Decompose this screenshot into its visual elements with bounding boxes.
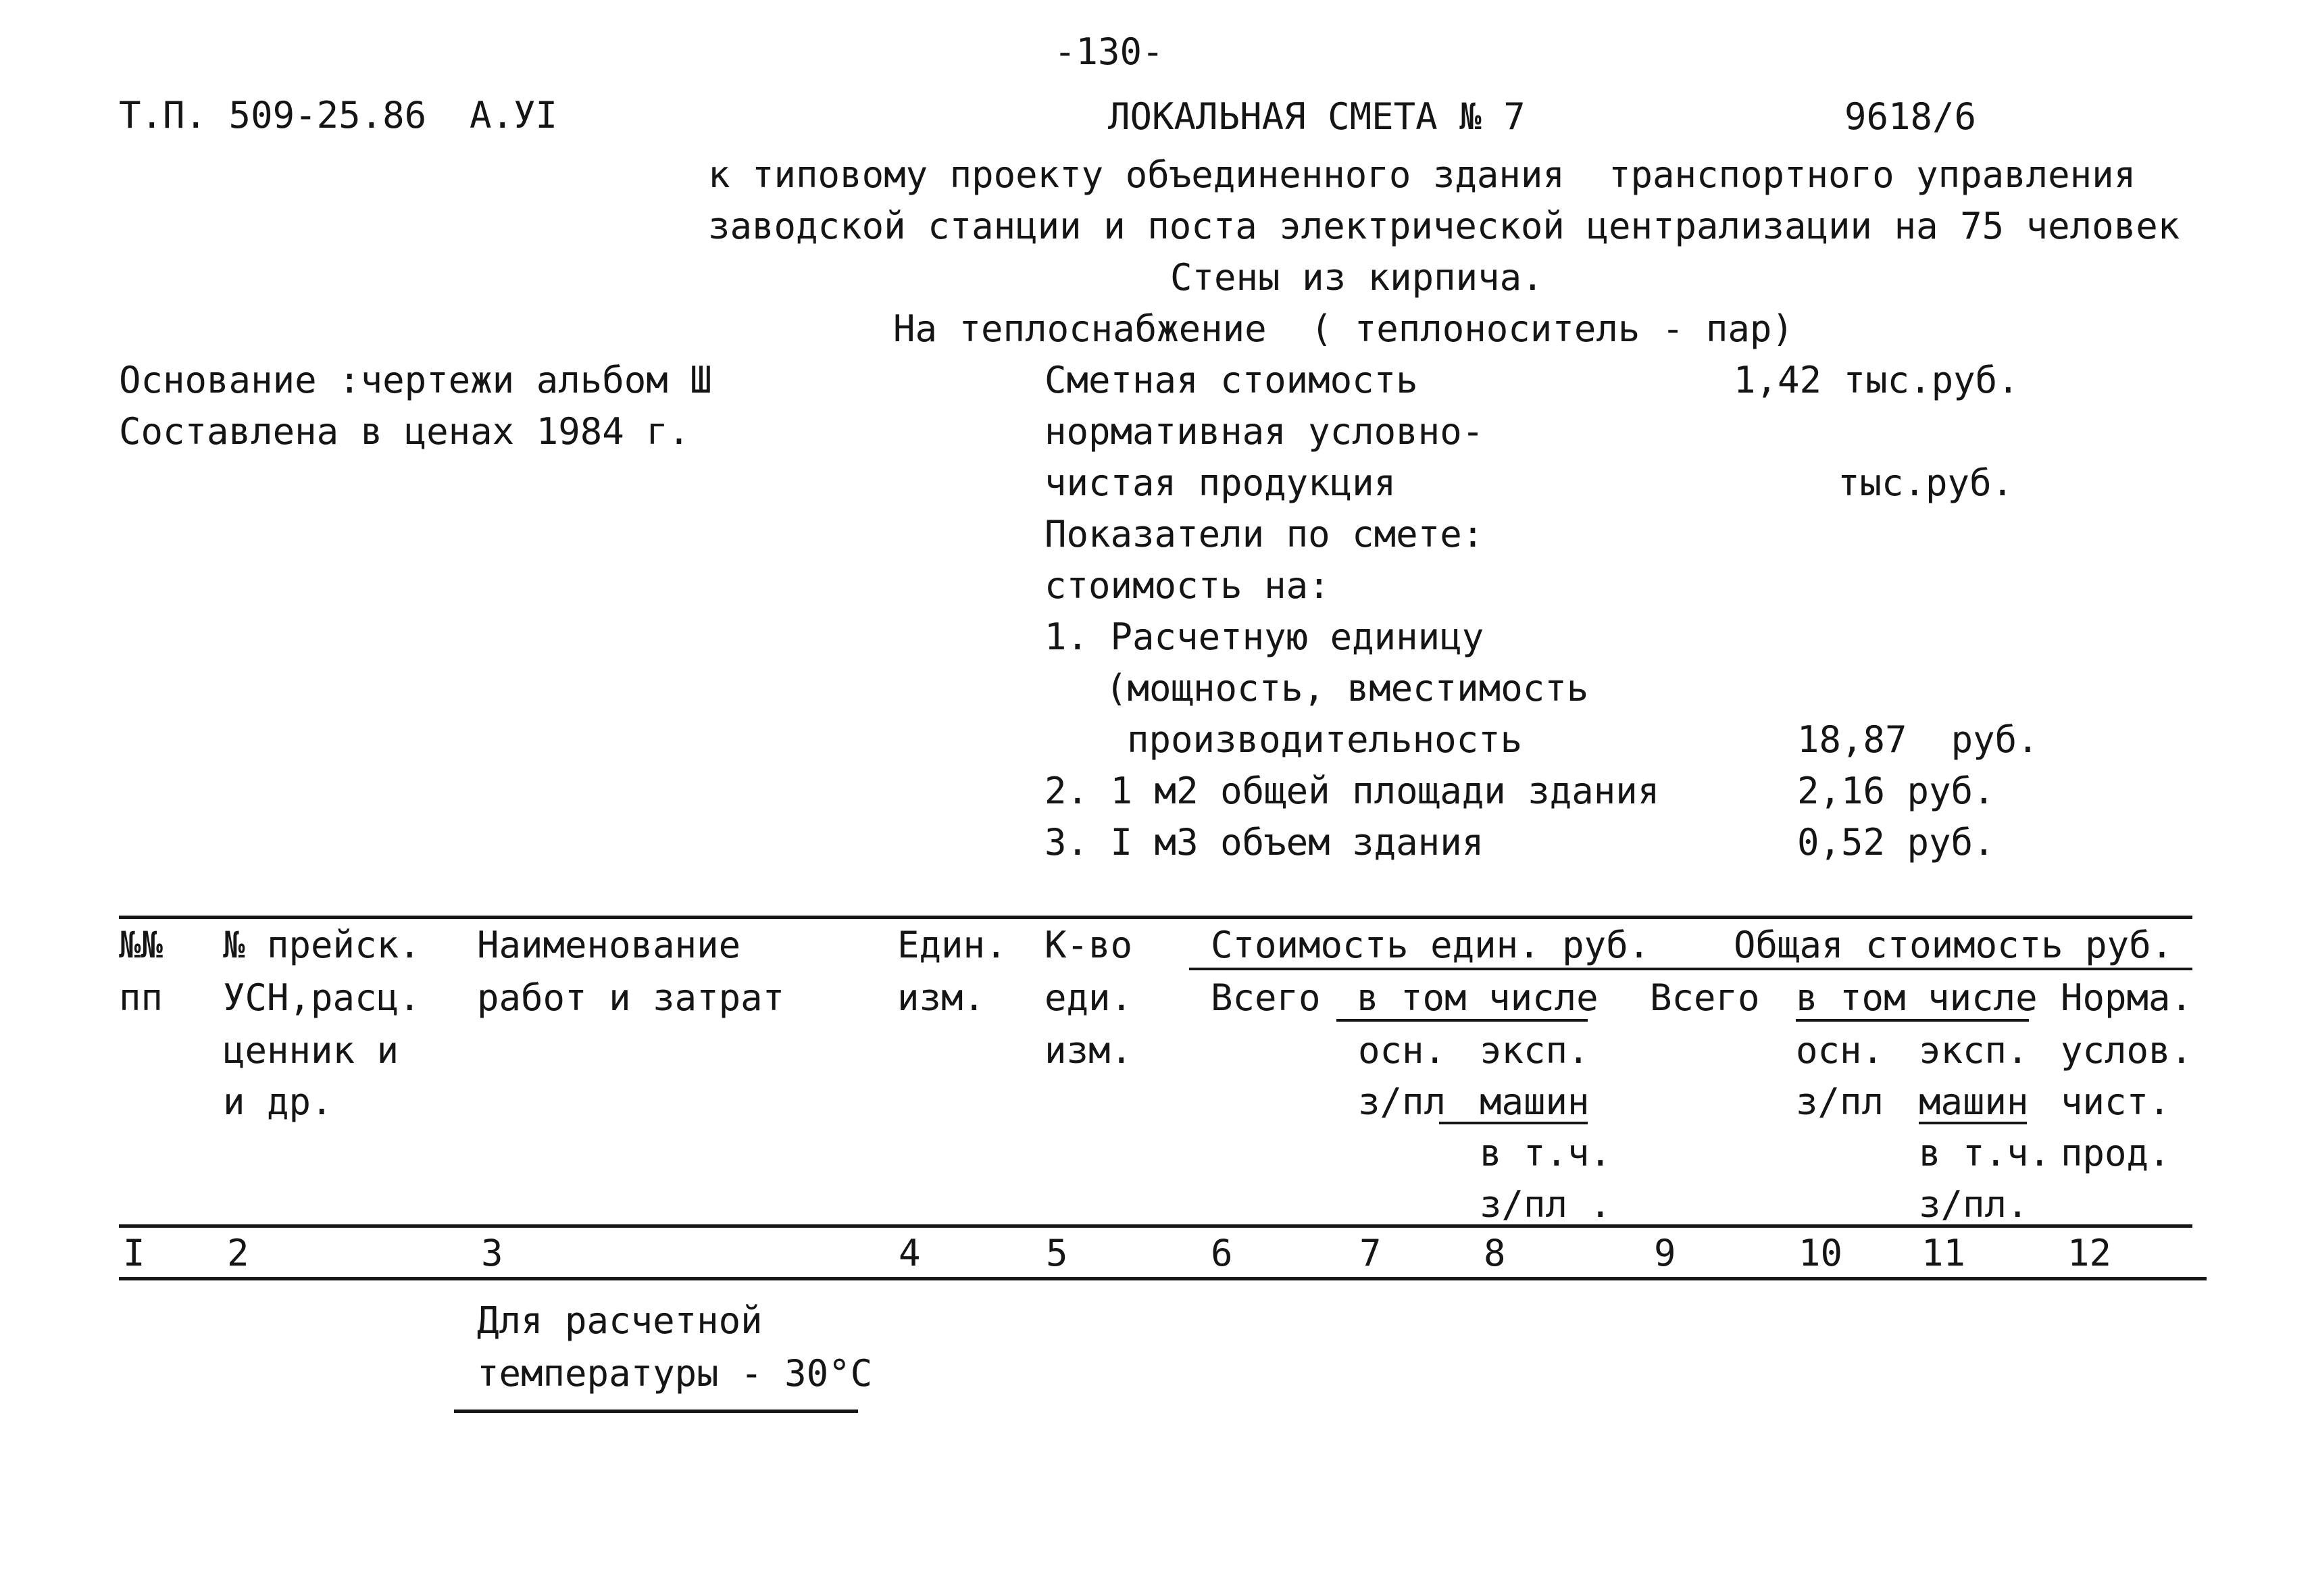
table-top-rule [119, 916, 2192, 919]
unit-basic-wage-header-1: осн. [1358, 1029, 1447, 1072]
total-machines-header-2: машин [1919, 1080, 2029, 1123]
col-price-ref-header-4: и др. [223, 1080, 333, 1123]
section-heading-line-1: Для расчетной [477, 1299, 763, 1342]
document-number: 9618/6 [1844, 95, 1977, 138]
subtitle-line-4: На теплоснабжение ( теплоноситель - пар) [893, 307, 1794, 350]
indicator-1-line-3: производительность [1127, 718, 1523, 761]
unit-machines-header-2: машин [1480, 1080, 1590, 1123]
estimated-cost-label: Сметная стоимость [1045, 359, 1418, 401]
column-numbers-top-rule [119, 1224, 2192, 1228]
indicator-1-value: 18,87 руб. [1797, 718, 2039, 761]
unit-total-header: Всего [1211, 976, 1321, 1019]
col-price-ref-header-1: № прейск. [223, 924, 421, 966]
unit-machines-header-1: эксп. [1480, 1029, 1590, 1072]
col-number-header-1: №№ [119, 924, 164, 966]
album-code: А.УI [470, 94, 558, 136]
unit-cost-group-header: Стоимость един. руб. [1211, 924, 1651, 966]
indicator-1-line-2: (мощность, вместимость [1105, 667, 1589, 709]
column-number: 7 [1359, 1232, 1382, 1274]
column-number: 2 [227, 1232, 249, 1274]
unit-basic-wage-header-2: з/пл [1358, 1080, 1447, 1123]
col-price-ref-header-2: УСН,расц. [223, 976, 421, 1019]
indicator-1-line-1: 1. Расчетную единицу [1045, 616, 1484, 658]
column-number: 12 [2067, 1232, 2112, 1274]
section-heading-underline [454, 1410, 858, 1413]
norm-output-header-2: услов. [2061, 1029, 2193, 1072]
unit-incl-underline [1336, 1019, 1588, 1022]
section-heading-line-2: температуры - 30°C [477, 1352, 873, 1395]
normative-output-label-1: нормативная условно- [1045, 410, 1484, 453]
project-code: Т.П. 509-25.86 [119, 94, 427, 136]
subtitle-line-2: заводской станции и поста электрической централизации на 75 человек [708, 205, 2180, 247]
norm-output-header-3: чист. [2061, 1080, 2171, 1123]
column-number: 9 [1654, 1232, 1676, 1274]
indicator-2-label: 2. 1 м2 общей площади здания [1045, 770, 1660, 812]
total-machines-wage-header-2: з/пл. [1919, 1183, 2029, 1226]
total-machines-header-1: эксп. [1919, 1029, 2029, 1072]
column-number: 10 [1799, 1232, 1843, 1274]
col-number-header-2: пп [119, 976, 164, 1019]
col-qty-header-3: изм. [1045, 1029, 1133, 1072]
column-number: 6 [1211, 1232, 1233, 1274]
unit-machines-wage-header-1: в т.ч. [1480, 1132, 1612, 1174]
total-total-header: Всего [1650, 976, 1760, 1019]
unit-machines-wage-header-2: з/пл . [1480, 1183, 1612, 1226]
column-number: I [123, 1232, 145, 1274]
col-price-ref-header-3: ценник и [223, 1029, 399, 1072]
cost-on-label: стоимость на: [1045, 564, 1330, 607]
basis-prices-year: Составлена в ценах 1984 г. [119, 410, 690, 453]
total-cost-group-header: Общая стоимость руб. [1734, 924, 2173, 966]
subtitle-line-3: Стены из кирпича. [1170, 256, 1544, 299]
document-title: ЛОКАЛЬНАЯ СМЕТА № 7 [1108, 95, 1526, 138]
col-unit-header-1: Един. [897, 924, 1007, 966]
norm-output-header-4: прод. [2061, 1132, 2171, 1174]
unit-incl-header: в том числе [1357, 976, 1599, 1019]
indicator-3-value: 0,52 руб. [1797, 821, 1995, 864]
normative-output-label-2: чистая продукция [1045, 462, 1397, 504]
col-qty-header-2: еди. [1045, 976, 1133, 1019]
column-number: 4 [899, 1232, 921, 1274]
total-incl-header: в том числе [1796, 976, 2038, 1019]
indicators-label: Показатели по смете: [1045, 513, 1484, 555]
column-number: 8 [1484, 1232, 1506, 1274]
column-number: 3 [481, 1232, 503, 1274]
cost-group-underline [1189, 968, 2192, 970]
normative-output-value: тыс.руб. [1838, 462, 2014, 504]
page-number: -130- [1054, 30, 1164, 73]
indicator-2-value: 2,16 руб. [1797, 770, 1995, 812]
column-number: 11 [1921, 1232, 1966, 1274]
col-unit-header-2: изм. [897, 976, 986, 1019]
estimated-cost-value: 1,42 тыс.руб. [1734, 359, 2019, 401]
column-number: 5 [1046, 1232, 1068, 1274]
total-basic-wage-header-2: з/пл [1796, 1080, 1884, 1123]
total-basic-wage-header-1: осн. [1796, 1029, 1884, 1072]
col-name-header-1: Наименование [477, 924, 741, 966]
indicator-3-label: 3. I м3 объем здания [1045, 821, 1484, 864]
norm-output-header-1: Норма. [2061, 976, 2193, 1019]
col-qty-header-1: К-во [1045, 924, 1133, 966]
total-machines-wage-header-1: в т.ч. [1919, 1132, 2051, 1174]
basis-drawings: Основание :чертежи альбом Ш [119, 359, 712, 401]
total-incl-underline [1796, 1019, 2029, 1022]
column-numbers-bottom-rule [119, 1277, 2207, 1280]
subtitle-line-1: к типовому проекту объединенного здания транспортного управления [708, 153, 2136, 196]
col-name-header-2: работ и затрат [477, 976, 785, 1019]
